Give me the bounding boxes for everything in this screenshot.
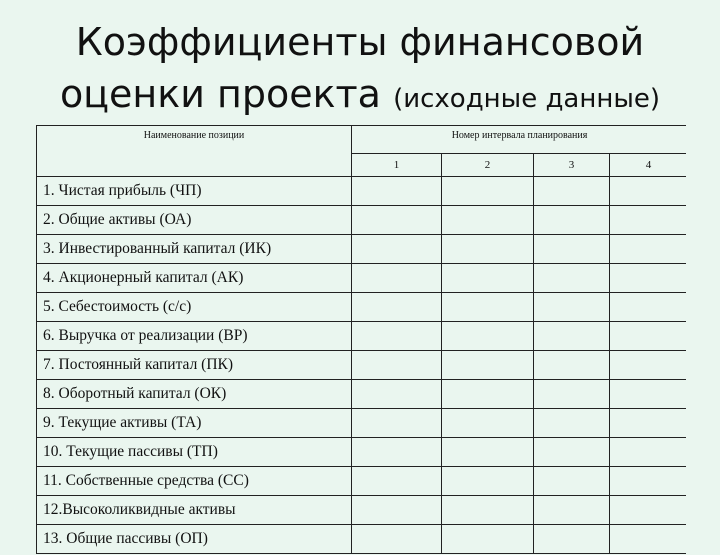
interval-number: 3 [534,154,610,177]
value-cell [352,525,442,554]
value-cell [534,177,610,206]
row-label: 10. Текущие пассивы (ТП) [37,438,352,467]
data-table-container [36,125,686,555]
table-row [37,467,687,496]
row-label: 11. Собственные средства (СС) [37,467,352,496]
value-cell [610,264,687,293]
interval-number: 1 [352,154,442,177]
data-table [36,125,686,554]
value-cell [534,409,610,438]
slide-title-main: оценки проекта [59,72,394,116]
value-cell [610,467,687,496]
value-cell [352,177,442,206]
value-cell [352,351,442,380]
table-row [37,177,687,206]
table-row [37,264,687,293]
value-cell [534,264,610,293]
value-cell [442,409,534,438]
value-cell [610,409,687,438]
table-row [37,235,687,264]
value-cell [352,438,442,467]
table-row [37,496,687,525]
row-label: 7. Постоянный капитал (ПК) [37,351,352,380]
row-label: 6. Выручка от реализации (ВР) [37,322,352,351]
value-cell [534,496,610,525]
table-row [37,409,687,438]
value-cell [610,206,687,235]
value-cell [534,351,610,380]
value-cell [352,322,442,351]
value-cell [352,496,442,525]
value-cell [352,264,442,293]
row-label: 1. Чистая прибыль (ЧП) [37,177,352,206]
value-cell [442,322,534,351]
column-header-name: Наименование позиции [37,126,352,177]
value-cell [442,380,534,409]
value-cell [610,496,687,525]
value-cell [442,235,534,264]
value-cell [442,496,534,525]
value-cell [534,380,610,409]
table-row [37,322,687,351]
value-cell [610,177,687,206]
table-row [37,293,687,322]
value-cell [534,525,610,554]
value-cell [352,235,442,264]
value-cell [534,206,610,235]
value-cell [442,206,534,235]
row-label: 3. Инвестированный капитал (ИК) [37,235,352,264]
row-label: 5. Себестоимость (с/с) [37,293,352,322]
value-cell [352,206,442,235]
value-cell [534,322,610,351]
slide-title-line1: Коэффициенты финансовой [75,20,645,64]
row-label: 4. Акционерный капитал (АК) [37,264,352,293]
table-row [37,380,687,409]
value-cell [352,293,442,322]
value-cell [442,467,534,496]
value-cell [610,438,687,467]
value-cell [534,438,610,467]
interval-number: 2 [442,154,534,177]
table-row [37,206,687,235]
value-cell [352,409,442,438]
slide-title-suffix: (исходные данные) [393,84,661,114]
row-label: 9. Текущие активы (ТА) [37,409,352,438]
value-cell [610,351,687,380]
interval-number: 4 [610,154,687,177]
value-cell [534,235,610,264]
value-cell [442,351,534,380]
value-cell [610,235,687,264]
value-cell [610,293,687,322]
row-label: 8. Оборотный капитал (ОК) [37,380,352,409]
value-cell [442,264,534,293]
table-row [37,525,687,554]
table-row [37,438,687,467]
table-row [37,351,687,380]
column-header-intervals: Номер интервала планирования [352,126,687,154]
value-cell [442,177,534,206]
slide-title-line2 [0,72,720,121]
row-label: 2. Общие активы (ОА) [37,206,352,235]
value-cell [352,467,442,496]
value-cell [352,380,442,409]
value-cell [534,293,610,322]
value-cell [442,525,534,554]
row-label: 13. Общие пассивы (ОП) [37,525,352,554]
row-label: 12.Высоколиквидные активы [37,496,352,525]
value-cell [610,525,687,554]
value-cell [610,380,687,409]
value-cell [534,467,610,496]
value-cell [610,322,687,351]
value-cell [442,438,534,467]
value-cell [442,293,534,322]
